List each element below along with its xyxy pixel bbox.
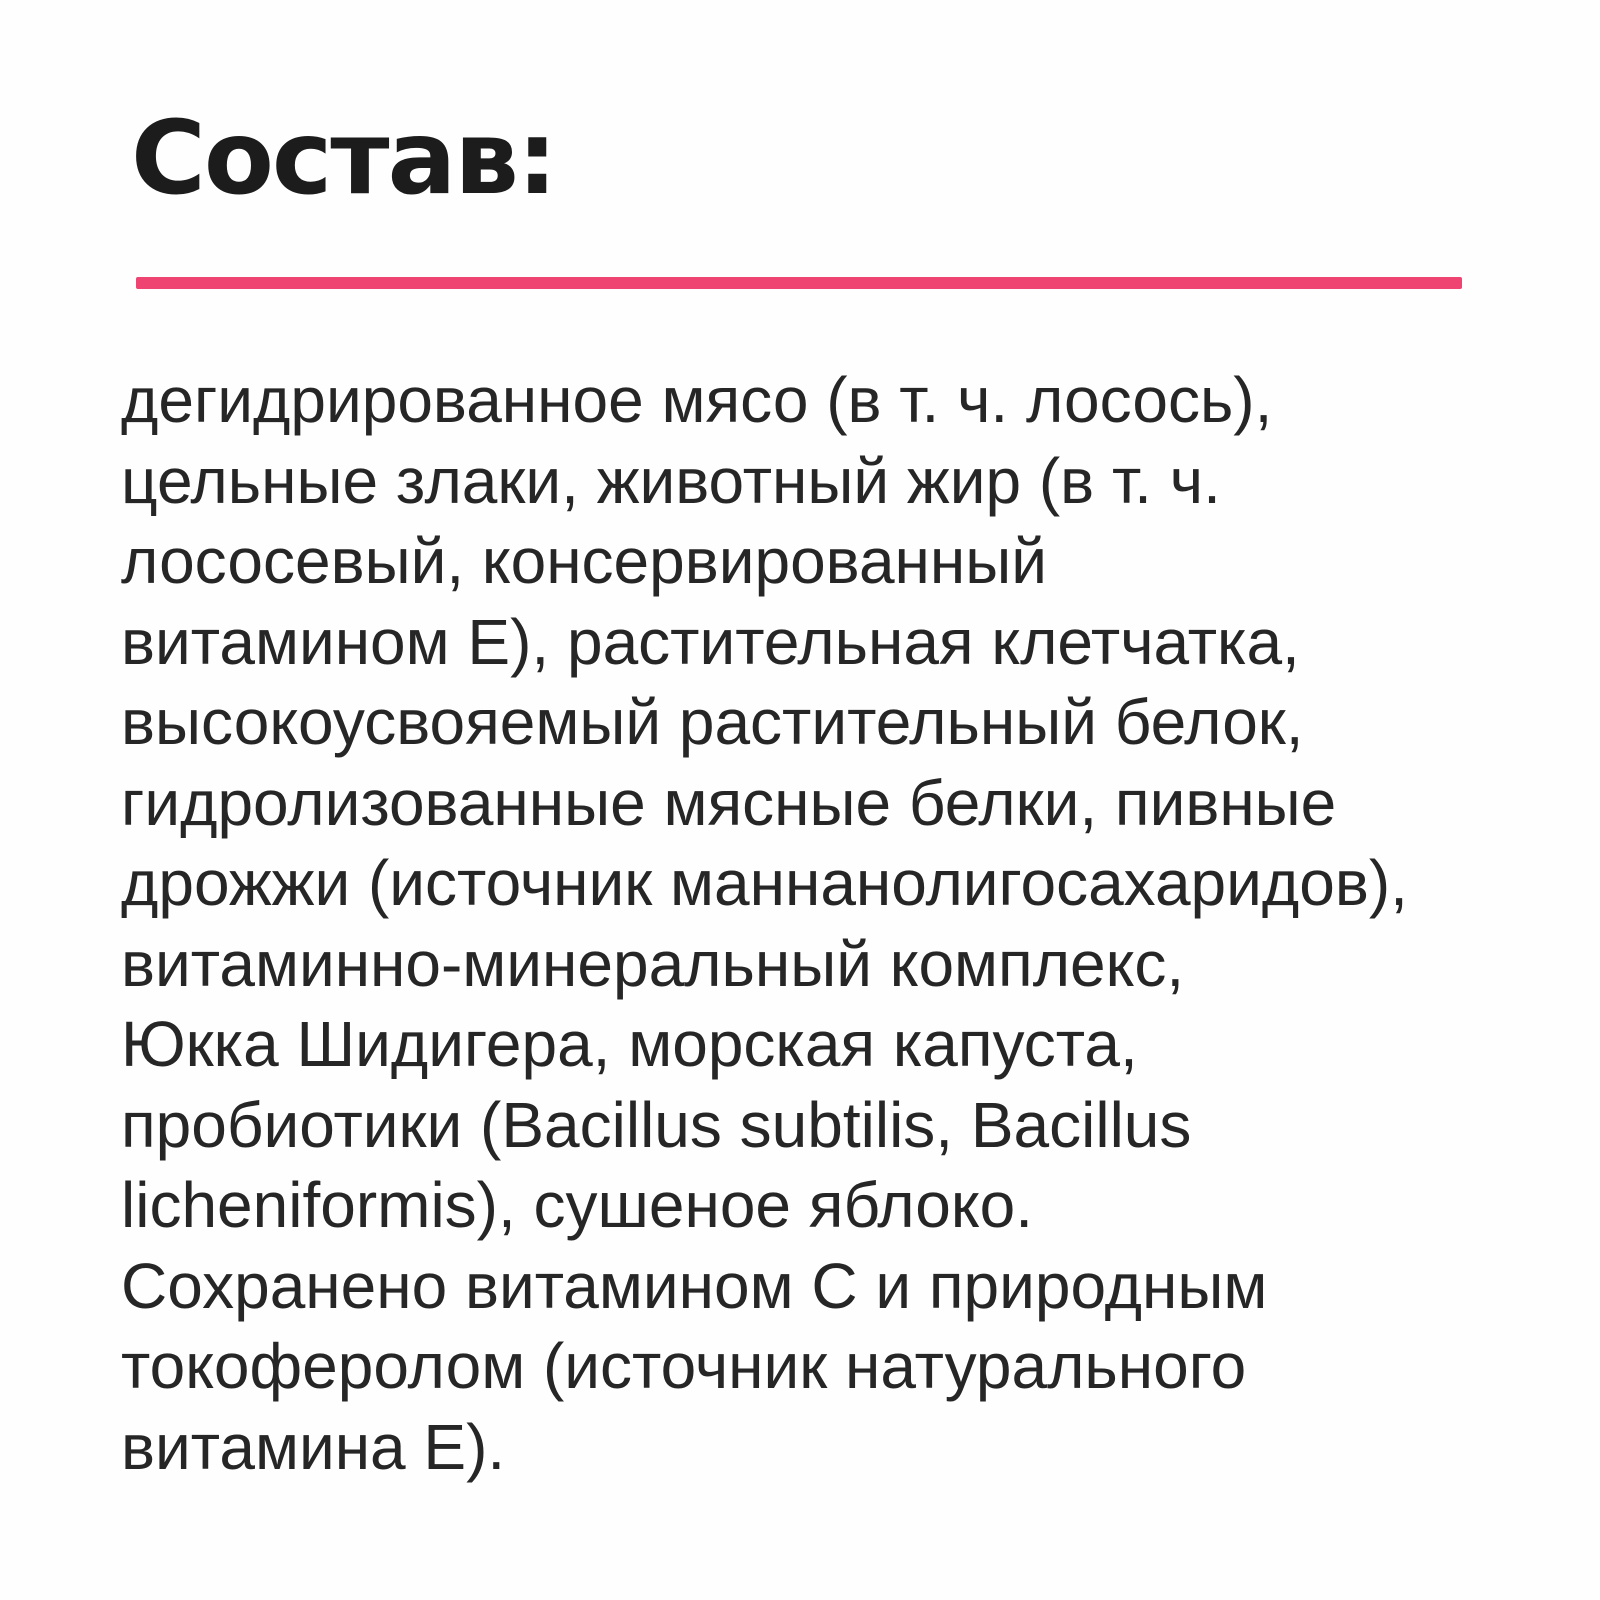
composition-line: витамина Е). [121,1410,506,1483]
composition-line: licheniformis), сушеное яблоко. [121,1169,1033,1241]
composition-text [121,360,1408,1487]
composition-line: Сохранено витамином С и природным [121,1249,1268,1322]
composition-line: высокоусвояемый растительный белок, [121,686,1304,758]
composition-line: гидролизованные мясные белки, пивные [121,766,1337,839]
accent-divider [136,277,1462,289]
composition-line: Юкка Шидигера, морская капуста, [121,1008,1138,1080]
composition-line: дегидрированное мясо (в т. ч. лосось), [121,364,1273,436]
composition-line: витамином Е), растительная клетчатка, [121,605,1300,678]
composition-line: дрожжи (источник маннанолигосахаридов), [121,847,1408,919]
composition-heading: Состав: [131,99,556,218]
composition-line: токоферолом (источник натурального [121,1330,1247,1402]
composition-line: витаминно-минеральный комплекс, [121,927,1185,1000]
composition-line: цельные злаки, животный жир (в т. ч. [121,444,1221,517]
composition-line: пробиотики (Bacillus subtilis, Bacillus [121,1088,1192,1161]
composition-line: лососевый, консервированный [121,525,1047,597]
